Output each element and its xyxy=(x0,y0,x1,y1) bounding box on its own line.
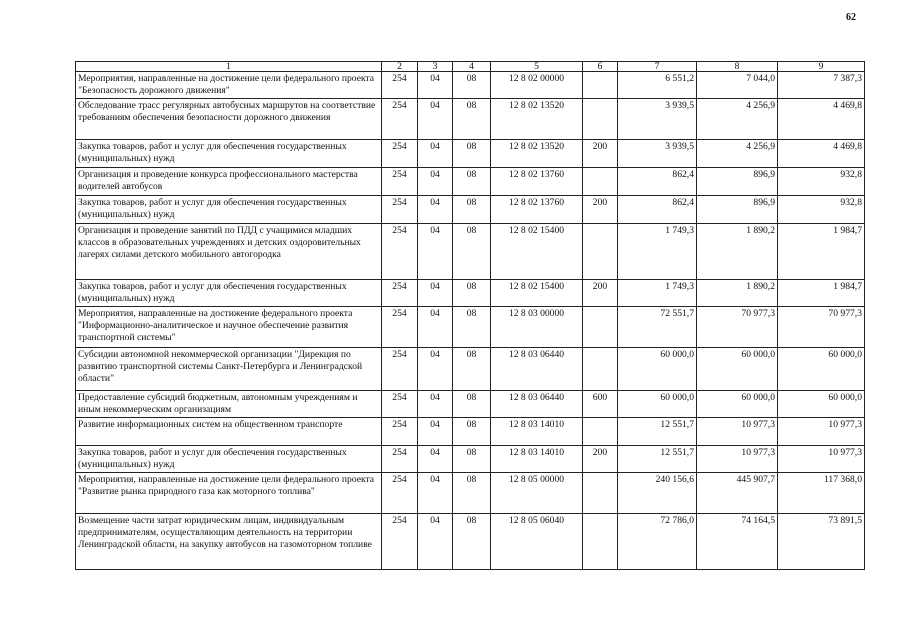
amount-col7: 72 786,0 xyxy=(618,514,697,570)
amount-col8: 1 890,2 xyxy=(697,224,778,280)
section-code: 04 xyxy=(418,224,453,280)
table-row xyxy=(76,224,865,280)
target-code: 12 8 05 00000 xyxy=(491,473,583,514)
column-header: 5 xyxy=(491,62,583,72)
expense-type: 200 xyxy=(583,196,618,224)
expense-type xyxy=(583,307,618,348)
amount-col8: 10 977,3 xyxy=(697,446,778,473)
row-name: Мероприятия, направленные на достижение цели федерального проекта "Безопасность дорожного движения" xyxy=(76,72,382,99)
amount-col7: 60 000,0 xyxy=(618,348,697,391)
table-row xyxy=(76,99,865,140)
target-code: 12 8 03 00000 xyxy=(491,307,583,348)
expense-type: 200 xyxy=(583,446,618,473)
subsection-code: 08 xyxy=(453,514,491,570)
subsection-code: 08 xyxy=(453,307,491,348)
amount-col7: 1 749,3 xyxy=(618,280,697,307)
target-code: 12 8 02 15400 xyxy=(491,224,583,280)
target-code: 12 8 02 00000 xyxy=(491,72,583,99)
target-code: 12 8 05 06040 xyxy=(491,514,583,570)
amount-col9: 73 891,5 xyxy=(778,514,865,570)
target-code: 12 8 03 14010 xyxy=(491,418,583,446)
amount-col9: 7 387,3 xyxy=(778,72,865,99)
expense-type xyxy=(583,99,618,140)
row-name: Закупка товаров, работ и услуг для обеспечения государственных (муниципальных) нужд xyxy=(76,280,382,307)
section-code: 04 xyxy=(418,514,453,570)
amount-col7: 240 156,6 xyxy=(618,473,697,514)
row-name: Мероприятия, направленные на достижение федерального проекта "Информационно-аналитическое и научное обеспечение развития транспортной системы" xyxy=(76,307,382,348)
target-code: 12 8 02 13760 xyxy=(491,168,583,196)
row-name: Мероприятия, направленные на достижение цели федерального проекта "Развитие рынка природного газа как моторного топлива" xyxy=(76,473,382,514)
expense-type xyxy=(583,72,618,99)
amount-col7: 3 939,5 xyxy=(618,140,697,168)
column-header: 7 xyxy=(618,62,697,72)
subsection-code: 08 xyxy=(453,140,491,168)
column-header: 1 xyxy=(76,62,382,72)
amount-col9: 10 977,3 xyxy=(778,418,865,446)
admin-code: 254 xyxy=(382,196,418,224)
column-header: 2 xyxy=(382,62,418,72)
section-code: 04 xyxy=(418,72,453,99)
amount-col7: 6 551,2 xyxy=(618,72,697,99)
expense-type xyxy=(583,348,618,391)
admin-code: 254 xyxy=(382,391,418,418)
amount-col9: 10 977,3 xyxy=(778,446,865,473)
section-code: 04 xyxy=(418,446,453,473)
section-code: 04 xyxy=(418,473,453,514)
subsection-code: 08 xyxy=(453,224,491,280)
table-row xyxy=(76,307,865,348)
admin-code: 254 xyxy=(382,307,418,348)
amount-col7: 12 551,7 xyxy=(618,446,697,473)
amount-col8: 74 164,5 xyxy=(697,514,778,570)
section-code: 04 xyxy=(418,196,453,224)
table-row xyxy=(76,473,865,514)
admin-code: 254 xyxy=(382,168,418,196)
expense-type: 200 xyxy=(583,140,618,168)
table-row xyxy=(76,196,865,224)
row-name: Организация и проведение занятий по ПДД с учащимися младших классов в образовательных учреждениях и детских оздоровительных лагерях силами детского мобильного автогородка xyxy=(76,224,382,280)
section-code: 04 xyxy=(418,418,453,446)
row-name: Субсидии автономной некоммерческой организации "Дирекция по развитию транспортной системы Санкт-Петербурга и Ленинградской области" xyxy=(76,348,382,391)
amount-col7: 72 551,7 xyxy=(618,307,697,348)
admin-code: 254 xyxy=(382,72,418,99)
admin-code: 254 xyxy=(382,99,418,140)
amount-col7: 862,4 xyxy=(618,196,697,224)
target-code: 12 8 02 13520 xyxy=(491,140,583,168)
section-code: 04 xyxy=(418,140,453,168)
budget-table xyxy=(75,61,865,570)
section-code: 04 xyxy=(418,99,453,140)
admin-code: 254 xyxy=(382,446,418,473)
admin-code: 254 xyxy=(382,140,418,168)
admin-code: 254 xyxy=(382,514,418,570)
target-code: 12 8 02 15400 xyxy=(491,280,583,307)
table-row xyxy=(76,168,865,196)
target-code: 12 8 03 06440 xyxy=(491,348,583,391)
column-number-row xyxy=(76,62,865,72)
row-name: Закупка товаров, работ и услуг для обеспечения государственных (муниципальных) нужд xyxy=(76,140,382,168)
subsection-code: 08 xyxy=(453,168,491,196)
section-code: 04 xyxy=(418,280,453,307)
table-row xyxy=(76,418,865,446)
row-name: Организация и проведение конкурса профессионального мастерства водителей автобусов xyxy=(76,168,382,196)
table-row xyxy=(76,514,865,570)
column-header: 9 xyxy=(778,62,865,72)
amount-col9: 4 469,8 xyxy=(778,99,865,140)
amount-col9: 932,8 xyxy=(778,168,865,196)
table-row xyxy=(76,391,865,418)
amount-col8: 60 000,0 xyxy=(697,348,778,391)
amount-col7: 3 939,5 xyxy=(618,99,697,140)
expense-type xyxy=(583,418,618,446)
admin-code: 254 xyxy=(382,280,418,307)
subsection-code: 08 xyxy=(453,348,491,391)
section-code: 04 xyxy=(418,391,453,418)
amount-col8: 445 907,7 xyxy=(697,473,778,514)
target-code: 12 8 03 14010 xyxy=(491,446,583,473)
amount-col9: 117 368,0 xyxy=(778,473,865,514)
expense-type xyxy=(583,168,618,196)
subsection-code: 08 xyxy=(453,72,491,99)
amount-col8: 1 890,2 xyxy=(697,280,778,307)
column-header: 8 xyxy=(697,62,778,72)
amount-col9: 70 977,3 xyxy=(778,307,865,348)
subsection-code: 08 xyxy=(453,418,491,446)
page-number: 62 xyxy=(846,12,856,23)
target-code: 12 8 03 06440 xyxy=(491,391,583,418)
section-code: 04 xyxy=(418,348,453,391)
amount-col9: 60 000,0 xyxy=(778,348,865,391)
amount-col8: 896,9 xyxy=(697,196,778,224)
table-row xyxy=(76,348,865,391)
expense-type xyxy=(583,224,618,280)
amount-col7: 1 749,3 xyxy=(618,224,697,280)
target-code: 12 8 02 13520 xyxy=(491,99,583,140)
amount-col8: 10 977,3 xyxy=(697,418,778,446)
admin-code: 254 xyxy=(382,224,418,280)
subsection-code: 08 xyxy=(453,99,491,140)
admin-code: 254 xyxy=(382,348,418,391)
subsection-code: 08 xyxy=(453,391,491,418)
expense-type xyxy=(583,514,618,570)
expense-type xyxy=(583,473,618,514)
amount-col7: 60 000,0 xyxy=(618,391,697,418)
expense-type: 600 xyxy=(583,391,618,418)
subsection-code: 08 xyxy=(453,473,491,514)
target-code: 12 8 02 13760 xyxy=(491,196,583,224)
amount-col7: 12 551,7 xyxy=(618,418,697,446)
table-row xyxy=(76,280,865,307)
amount-col9: 4 469,8 xyxy=(778,140,865,168)
table-row xyxy=(76,140,865,168)
section-code: 04 xyxy=(418,307,453,348)
admin-code: 254 xyxy=(382,473,418,514)
table-row xyxy=(76,72,865,99)
amount-col8: 4 256,9 xyxy=(697,140,778,168)
amount-col9: 1 984,7 xyxy=(778,224,865,280)
amount-col9: 1 984,7 xyxy=(778,280,865,307)
amount-col7: 862,4 xyxy=(618,168,697,196)
amount-col8: 896,9 xyxy=(697,168,778,196)
amount-col8: 7 044,0 xyxy=(697,72,778,99)
amount-col8: 60 000,0 xyxy=(697,391,778,418)
admin-code: 254 xyxy=(382,418,418,446)
amount-col9: 60 000,0 xyxy=(778,391,865,418)
table-row xyxy=(76,446,865,473)
column-header: 4 xyxy=(453,62,491,72)
subsection-code: 08 xyxy=(453,446,491,473)
row-name: Предоставление субсидий бюджетным, автономным учреждениям и иным некоммерческим организациям xyxy=(76,391,382,418)
expense-type: 200 xyxy=(583,280,618,307)
row-name: Закупка товаров, работ и услуг для обеспечения государственных (муниципальных) нужд xyxy=(76,196,382,224)
row-name: Развитие информационных систем на общественном транспорте xyxy=(76,418,382,446)
row-name: Возмещение части затрат юридическим лицам, индивидуальным предпринимателям, осуществляющим деятельность на территории Ленинградской области, на закупку автобусов на газомоторном топливе xyxy=(76,514,382,570)
subsection-code: 08 xyxy=(453,280,491,307)
row-name: Обследование трасс регулярных автобусных маршрутов на соответствие требованиям обеспечения безопасности дорожного движения xyxy=(76,99,382,140)
amount-col9: 932,8 xyxy=(778,196,865,224)
column-header: 6 xyxy=(583,62,618,72)
row-name: Закупка товаров, работ и услуг для обеспечения государственных (муниципальных) нужд xyxy=(76,446,382,473)
amount-col8: 4 256,9 xyxy=(697,99,778,140)
column-header: 3 xyxy=(418,62,453,72)
section-code: 04 xyxy=(418,168,453,196)
amount-col8: 70 977,3 xyxy=(697,307,778,348)
subsection-code: 08 xyxy=(453,196,491,224)
